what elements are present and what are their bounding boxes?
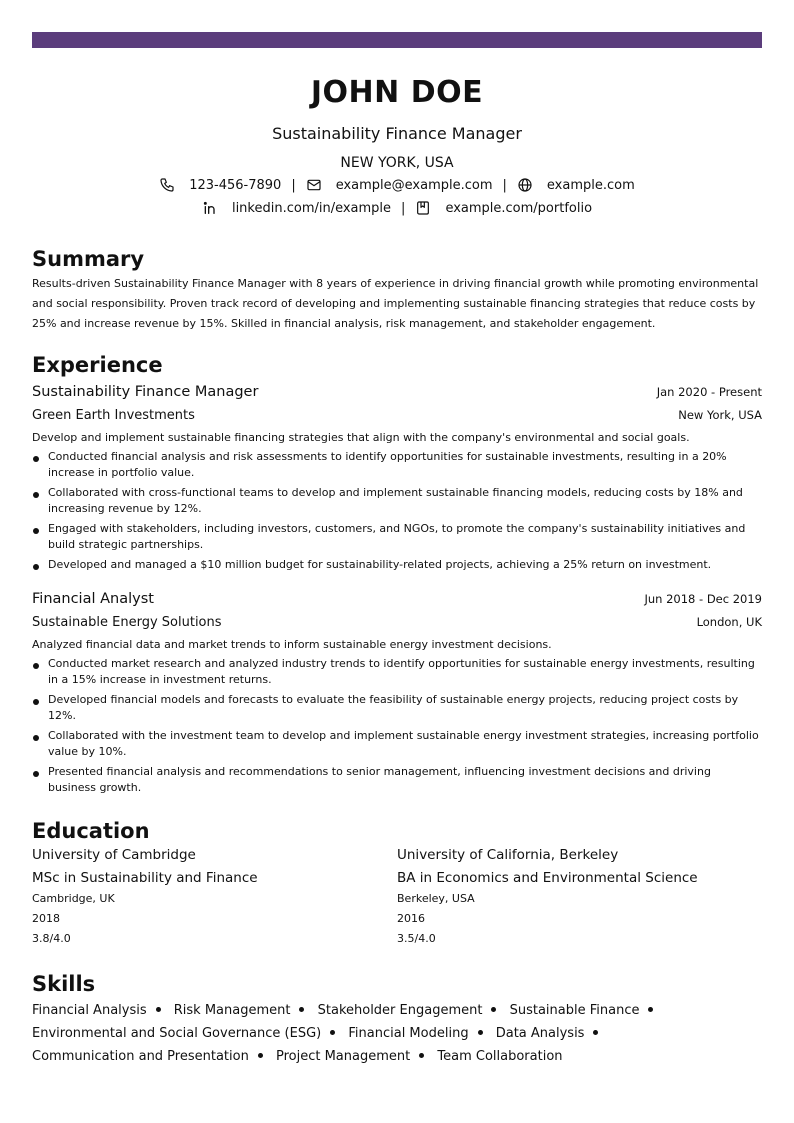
linkedin-text[interactable]: linkedin.com/in/example [231,200,392,216]
education-section [32,818,762,949]
skills-list [32,999,672,1068]
bullet-dot-icon [330,1030,335,1035]
education-grid [32,845,762,949]
skill-item: Sustainable Finance [509,1003,640,1018]
skill-item: Data Analysis [495,1026,585,1041]
accent-bar [32,32,762,48]
education-entry [32,845,397,949]
bullet-dot-icon [419,1053,424,1058]
summary-text: Results-driven Sustainability Finance Manager with 8 years of experience in driving financial growth while promoting environmental and social responsibility. Proven track record of developing and implementing sustainable financing strategies that reduce costs by 25% and increase revenue by 15%. Skilled in financial analysis, risk management, and stakeholder engagement. [32,277,759,330]
summary-heading: Summary [32,247,145,271]
linkedin-icon [202,200,218,216]
gpa: 3.5/4.0 [397,932,436,945]
contact-phone [159,177,281,193]
candidate-name: JOHN DOE [310,75,484,110]
skill-item: Team Collaboration [437,1049,563,1064]
contact-row-primary [32,175,762,195]
bullet-dot-icon [33,699,39,705]
job-bullets [32,656,762,796]
contact-website [517,177,635,193]
job-entry [32,382,762,573]
bullet-dot-icon [593,1030,598,1035]
summary-section [32,246,762,334]
school-name: University of Cambridge [32,847,196,863]
candidate-title: Sustainability Finance Manager [272,124,522,143]
bullet-item: Developed and managed a $10 million budget for sustainability-related projects, achieving a 25% return on investment. [32,557,762,573]
skill-item: Financial Modeling [348,1026,469,1041]
bullet-dot-icon [33,456,39,462]
job-title: Financial Analyst [32,591,154,607]
job-location: London, UK [696,615,762,629]
bullet-item: Conducted market research and analyzed industry trends to identify opportunities for sustainable energy investments, resulting in a 15% increase in investment returns. [32,656,762,688]
email-text[interactable]: example@example.com [335,177,493,193]
contact-linkedin [202,200,391,216]
bullet-dot-icon [33,564,39,570]
bullet-dot-icon [299,1007,304,1012]
school-location: Cambridge, UK [32,892,115,905]
contact-separator: | [291,177,296,193]
skill-item: Stakeholder Engagement [317,1003,483,1018]
bullet-dot-icon [258,1053,263,1058]
school-location: Berkeley, USA [397,892,475,905]
job-description: Develop and implement sustainable financing strategies that align with the company's environmental and social goals. [32,431,690,444]
mail-icon [306,177,322,193]
phone-icon [159,177,175,193]
bullet-dot-icon [33,771,39,777]
resume-header [32,74,762,218]
job-bullets [32,449,762,573]
education-heading: Education [32,819,150,843]
gpa: 3.8/4.0 [32,932,71,945]
bullet-dot-icon [33,735,39,741]
job-dates: Jan 2020 - Present [656,385,762,399]
contact-separator: | [401,200,406,216]
skill-item: Financial Analysis [32,1003,147,1018]
bullet-item: Engaged with stakeholders, including investors, customers, and NGOs, to promote the company's sustainability initiatives and build strategic partnerships. [32,521,762,553]
bullet-item: Collaborated with the investment team to develop and implement sustainable energy investment strategies, increasing portfolio value by 10%. [32,728,762,760]
bullet-dot-icon [33,492,39,498]
company-name: Sustainable Energy Solutions [32,615,222,630]
graduation-year: 2016 [397,912,425,925]
skill-item: Project Management [275,1049,411,1064]
bullet-dot-icon [33,528,39,534]
bullet-dot-icon [648,1007,653,1012]
phone-text[interactable]: 123-456-7890 [189,177,282,193]
skills-heading: Skills [32,972,96,996]
skills-section [32,971,762,1068]
contact-separator: | [502,177,507,193]
skill-item: Risk Management [173,1003,291,1018]
job-location: New York, USA [678,408,762,422]
contact-portfolio [415,200,592,216]
globe-icon [517,177,533,193]
degree-name: BA in Economics and Environmental Science [397,870,698,886]
candidate-location: NEW YORK, USA [340,155,454,171]
bookmark-icon [415,200,431,216]
bullet-dot-icon [478,1030,483,1035]
portfolio-text[interactable]: example.com/portfolio [445,200,593,216]
job-dates: Jun 2018 - Dec 2019 [644,592,762,606]
resume-page [32,48,762,1068]
experience-section [32,352,762,796]
website-text[interactable]: example.com [546,177,635,193]
contact-row-secondary [32,198,762,218]
job-description: Analyzed financial data and market trends to inform sustainable energy investment decisions. [32,638,552,651]
bullet-item: Conducted financial analysis and risk assessments to identify opportunities for sustainable investments, resulting in a 20% increase in portfolio value. [32,449,762,481]
graduation-year: 2018 [32,912,60,925]
company-name: Green Earth Investments [32,408,195,423]
bullet-dot-icon [156,1007,161,1012]
bullet-item: Collaborated with cross-functional teams to develop and implement sustainable financing models, reducing costs by 18% and increasing revenue by 12%. [32,485,762,517]
skill-item: Communication and Presentation [32,1049,249,1064]
job-title: Sustainability Finance Manager [32,384,259,400]
bullet-item: Presented financial analysis and recommendations to senior management, influencing investment decisions and driving business growth. [32,764,762,796]
bullet-item: Developed financial models and forecasts to evaluate the feasibility of sustainable energy projects, reducing project costs by 12%. [32,692,762,724]
bullet-dot-icon [33,663,39,669]
job-entry [32,589,762,796]
skill-item: Environmental and Social Governance (ESG) [32,1026,322,1041]
contact-email [306,177,493,193]
degree-name: MSc in Sustainability and Finance [32,870,258,886]
bullet-dot-icon [491,1007,496,1012]
experience-heading: Experience [32,353,163,377]
school-name: University of California, Berkeley [397,847,619,863]
education-entry [397,845,762,949]
